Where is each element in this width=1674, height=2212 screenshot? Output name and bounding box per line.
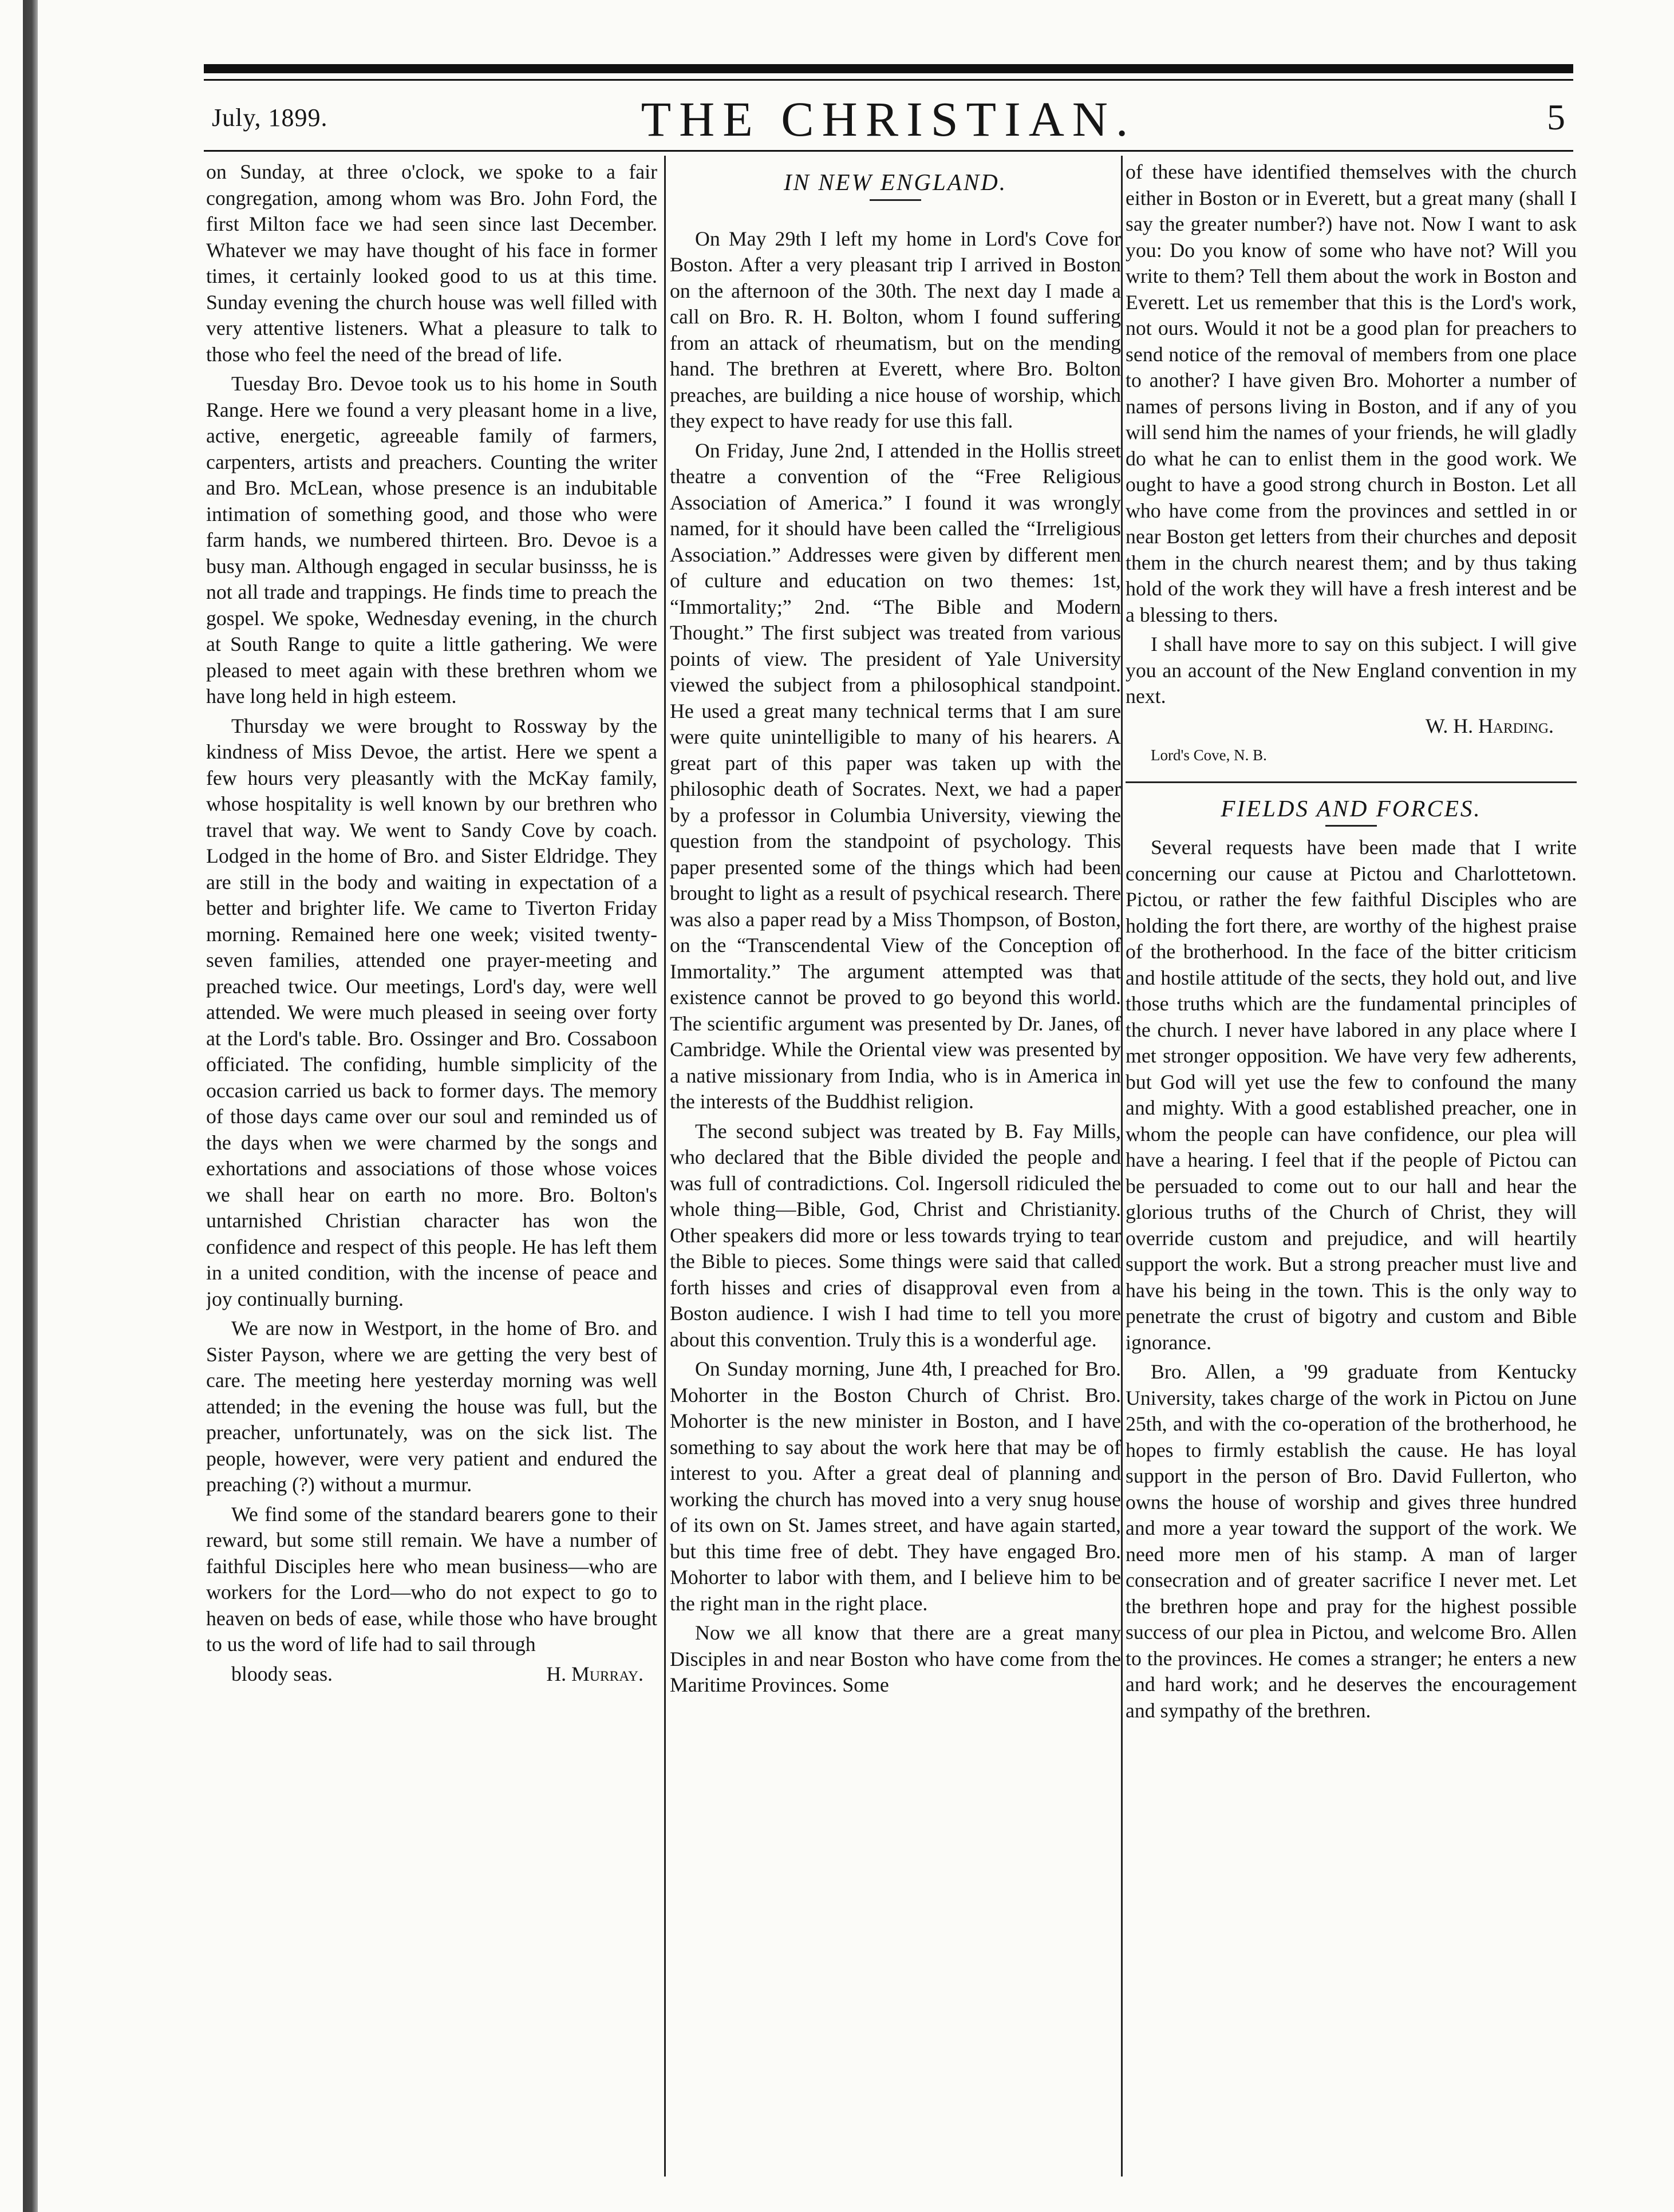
top-rule-thick bbox=[204, 64, 1573, 73]
heading-rule bbox=[870, 199, 921, 201]
col1-paragraph: We are now in Westport, in the home of Bro. and Sister Payson, where we are getting the very best of care. The meeting here yesterday morning was well attended; in the evening the house was full, but the preacher, unfortunately, was on the sick list. The people, however, were very patient and endured the preaching (?) without a murmur. bbox=[206, 1317, 657, 1496]
col3-paragraph: Several requests have been made that I write concerning our cause at Pictou and Charlottetown. Pictou, or rather the few faithful Disciples who are holding the fort there, are worthy of the highest praise of the brotherhood. In the face of the bitter criticism and hostile attitude of the sects, they hold out, and live those truths which are the fundamental principles of the church. I never have labored in any place where I met stronger opposition. We have very few adherents, but God will yet use the few to confound the many and mighty. With a good established preacher, one in whom the people can have confidence, our plea will have a hearing. I feel that if the people of Pictou can be persuaded to come out to our hall and hear the glorious truths of the Church of Christ, they will override custom and prejudice, and will heartily support the work. But a strong preacher must live and have his being in the town. This is the only way to penetrate the crust of bigotry and custom and Bible ignorance. bbox=[1126, 836, 1577, 1354]
col2-paragraph: On May 29th I left my home in Lord's Cove for Boston. After a very pleasant trip I arrived in Boston on the afternoon of the 30th. The next day I made a call on Bro. R. H. Bolton, whom I found suffering from an attack of rheumatism, but on the mending hand. The brethren at Everett, where Bro. Bolton preaches, are building a nice house of worship, which they expect to have ready for use this fall. bbox=[670, 227, 1121, 432]
col2-paragraph: On Friday, June 2nd, I attended in the Hollis street theatre a convention of the “Free Religious Association of America.” I found it was wrongly named, for it should have been called the “Irreligious Association.” Addresses were given by different men of culture and education on two themes: 1st, “Immortality;” 2nd. “The Bible and Modern Thought.” The first subject was treated from various points of view. The president of Yale University viewed the subject from a philosophical standpoint. He used a great many technical terms that I am sure were quite unintelligible to many of his hearers. A great part of this paper was taken up with the philosophic death of Socrates. Next, we had a paper by a professor in Columbia University, viewing the question from the standpoint of psychology. This paper presented some of the things which had been brought to light as a result of psychical research. There was also a paper read by a Miss Thompson, of Boston, on the “Transcendental View of the Conception of Immortality.” The argument attempted was that existence cannot be proved to go beyond this world. The scientific argument was presented by Dr. Janes, of Cambridge. While the Oriental view was presented by a native missionary from India, who is in America in the interests of the Buddhist religion. bbox=[670, 439, 1121, 1113]
col1-closing-line bbox=[206, 1661, 657, 1688]
heading-rule bbox=[1325, 825, 1377, 827]
col2-paragraph: The second subject was treated by B. Fay Mills, who declared that the Bible divided the people and was full of contradictions. Col. Ingersoll ridiculed the whole thing—Bible, God, Christ and Christianity. Other speakers did more or less towards trying to tear the Bible to pieces. Some things were said that called forth hisses and cries of disapproval even from a Boston audience. I wish I had time to tell you more about this convention. Truly this is a wonderful age. bbox=[670, 1119, 1121, 1351]
column-divider-2 bbox=[1121, 156, 1123, 2177]
col1-last-line: bloody seas. bbox=[231, 1662, 333, 1685]
col1-paragraph: Thursday we were brought to Rossway by the kindness of Miss Devoe, the artist. Here we spent a few hours very pleasantly with the McKay family, whose hospitality is well known by our brethren who travel that way. We went to Sandy Cove by coach. Lodged in the home of Bro. and Sister Eldridge. They are still in the body and waiting in expectation of a better and brighter life. We came to Tiverton Friday morning. Remained here one week; visited twenty-seven families, attended one prayer-meeting and preached twice. Our meetings, Lord's day, were well attended. We were much pleased in seeing over forty at the Lord's table. Bro. Ossinger and Bro. Cossaboon officiated. The confiding, humble simplicity of the occasion carried us back to former days. The memory of those days came over our soul and reminded us of the days when we were charmed by the songs and exhortations and associations of those whose voices we shall hear on earth no more. Bro. Bolton's untarnished Christian character has won the confidence and respect of this people. He has left them in a united condition, with the incense of peace and joy continually burning. bbox=[206, 714, 657, 1310]
col3-paragraph: I shall have more to say on this subject. I will give you an account of the New England convention in my next. bbox=[1126, 633, 1577, 708]
column-2 bbox=[670, 159, 1121, 2174]
col3-paragraph: of these have identified themselves with the church either in Boston or in Everett, but a great many (shall I say the greater number?) have not. Now I want to ask you: Do you know of some who have not? Will you write to them? Tell them about the work in Boston and Everett. Let us remember that this is the Lord's work, not ours. Would it not be a good plan for preachers to send notice of the removal of members from one place to another? I have given Bro. Mohorter a number of names of persons living in Boston, and if any of you will send him the names of your friends, he will gladly do what he can to enlist them in the good work. We ought to have a good strong church in Boston. Let all who have come from the provinces and settled in or near Boston get letters from their churches and deposit them in the church nearest them; and by thus taking hold of the work they will have a fresh interest and be a blessing to thers. bbox=[1126, 160, 1577, 626]
author-signature-murray: H. Murray. bbox=[546, 1662, 643, 1685]
top-rule-thin bbox=[204, 79, 1573, 81]
col3-paragraph: Bro. Allen, a '99 graduate from Kentucky University, takes charge of the work in Pictou on June 25th, and with the co-operation of the brotherhood, he hopes to firmly establish the cause. He has loyal support in the person of Bro. David Fullerton, who owns the house of worship and gives three hundred and more a year toward the support of the work. We need more men of his stamp. A man of larger consecration and of greater sacrifice I never met. Let the brethren hope and pray for the highest possible success of our plea in Pictou, and welcome Bro. Allen to the provinces. He comes a stranger; he enters a new and hard work; and he deserves the encouragement and sympathy of the brethren. bbox=[1126, 1360, 1577, 1722]
col1-paragraph: on Sunday, at three o'clock, we spoke to a fair congregation, among whom was Bro. John Ford, the first Milton face we had seen since last December. Whatever we may have thought of his face in former times, it certainly looked good to us at this time. Sunday evening the church house was well filled with very attentive listeners. What a pleasure to talk to those who feel the need of the bread of life. bbox=[206, 160, 657, 366]
col2-paragraph: On Sunday morning, June 4th, I preached for Bro. Mohorter in the Boston Church of Christ. Bro. Mohorter is the new minister in Boston, and I have something to say about the work here that may be of interest to you. After a great deal of planning and working the church has moved into a very snug house of its own on St. James street, and have again started, but this time free of debt. They have engaged Bro. Mohorter to labor with them, and I believe him to be the right man in the right place. bbox=[670, 1357, 1121, 1615]
col1-paragraph: Tuesday Bro. Devoe took us to his home in South Range. Here we found a very pleasant home in a live, active, energetic, agreeable family of farmers, carpenters, artists and preachers. Counting the writer and Bro. McLean, whose presence is an indubitable intimation of something good, and those who were farm hands, we numbered thirteen. Bro. Devoe is a busy man. Although engaged in secular businsss, he is not all trade and trappings. He finds time to preach the gospel. We spoke, Wednesday evening, in the church at South Range to quite a little gathering. We were pleased to meet again with these brethren whom we have long held in high esteem. bbox=[206, 372, 657, 708]
masthead bbox=[204, 86, 1573, 145]
article-heading-fields-and-forces: FIELDS AND FORCES. bbox=[1221, 795, 1482, 821]
col2-paragraph: Now we all know that there are a great many Disciples in and near Boston who have come from the Maritime Provinces. Some bbox=[670, 1621, 1121, 1696]
column-1 bbox=[206, 159, 657, 2174]
article-separator-rule bbox=[1126, 781, 1577, 783]
dateline: Lord's Cove, N. B. bbox=[1151, 746, 1267, 764]
page-number: 5 bbox=[1547, 97, 1565, 137]
newspaper-title: THE CHRISTIAN. bbox=[641, 92, 1136, 147]
column-divider-1 bbox=[664, 156, 666, 2177]
binding-edge bbox=[23, 0, 38, 2212]
col1-paragraph: We find some of the standard bearers gone to their reward, but some still remain. We have a number of faithful Disciples here who mean business—who are workers for the Lord—who do not expect to go to heaven on beds of ease, while those who have brought to us the word of life had to sail through bbox=[206, 1502, 657, 1656]
masthead-rule bbox=[204, 150, 1573, 152]
issue-date: July, 1899. bbox=[212, 104, 328, 132]
column-3 bbox=[1126, 159, 1577, 2174]
author-signature-harding: W. H. Harding. bbox=[1425, 714, 1554, 737]
article-heading-in-new-england: IN NEW ENGLAND. bbox=[783, 169, 1008, 195]
